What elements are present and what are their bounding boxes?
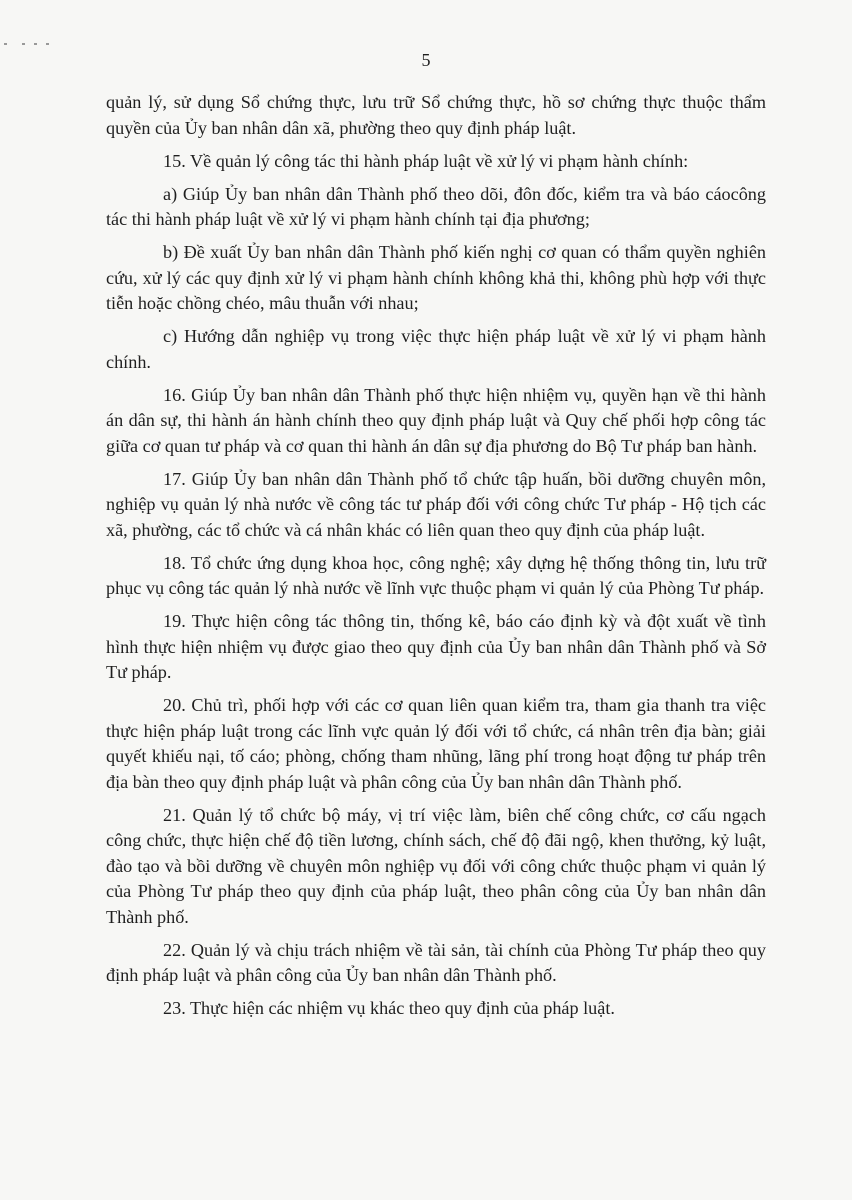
paragraph-item-15a: a) Giúp Ủy ban nhân dân Thành phố theo dõi, đôn đốc, kiểm tra và báo cáocông tác thi hành pháp luật về xử lý vi phạm hành chính tại địa phương; (106, 183, 766, 229)
paragraph-item-16: 16. Giúp Ủy ban nhân dân Thành phố thực hiện nhiệm vụ, quyền hạn về thi hành án dân sự, thi hành án hành chính theo quy định pháp luật và Quy chế phối hợp công tác giữa cơ quan tư pháp và cơ quan thi hành án dân sự địa phương do Bộ Tư pháp ban hành. (106, 384, 766, 456)
paragraph-item-20: 20. Chủ trì, phối hợp với các cơ quan liên quan kiểm tra, tham gia thanh tra việc thực hiện pháp luật trong các lĩnh vực quản lý đối với tổ chức, cá nhân trên địa bàn; giải quyết khiếu nại, tố cáo; phòng, chống tham nhũng, lãng phí trong hoạt động tư pháp trên địa bàn theo quy định pháp luật và phân công của Ủy ban nhân dân Thành phố. (106, 695, 766, 792)
paragraph-item-17: 17. Giúp Ủy ban nhân dân Thành phố tổ chức tập huấn, bồi dưỡng chuyên môn, nghiệp vụ quản lý nhà nước về công tác tư pháp đối với công chức Tư pháp - Hộ tịch các xã, phường, các tổ chức và cá nhân khác có liên quan theo quy định của pháp luật. (106, 468, 766, 540)
paragraph-item-23: 23. Thực hiện các nhiệm vụ khác theo quy định của pháp luật. (163, 998, 615, 1018)
document-body (106, 90, 766, 1029)
scan-artifact (4, 40, 50, 48)
paragraph-item-19: 19. Thực hiện công tác thông tin, thống kê, báo cáo định kỳ và đột xuất về tình hình thực hiện nhiệm vụ được giao theo quy định của Ủy ban nhân dân Thành phố và Sở Tư pháp. (106, 611, 766, 682)
paragraph-item-18: 18. Tổ chức ứng dụng khoa học, công nghệ; xây dựng hệ thống thông tin, lưu trữ phục vụ công tác quản lý nhà nước về lĩnh vực thuộc phạm vi quản lý của Phòng Tư pháp. (106, 552, 766, 598)
page-number: 5 (421, 50, 431, 70)
paragraph-item-15b: b) Đề xuất Ủy ban nhân dân Thành phố kiến nghị cơ quan có thẩm quyền nghiên cứu, xử lý các quy định xử lý vi phạm hành chính không khả thi, không phù hợp với thực tiễn hoặc chồng chéo, mâu thuẫn với nhau; (106, 242, 766, 313)
paragraph-item-22: 22. Quản lý và chịu trách nhiệm về tài sản, tài chính của Phòng Tư pháp theo quy định pháp luật và phân công của Ủy ban nhân dân Thành phố. (106, 939, 766, 985)
paragraph-continuation: quản lý, sử dụng Sổ chứng thực, lưu trữ Sổ chứng thực, hồ sơ chứng thực thuộc thẩm quyền của Ủy ban nhân dân xã, phường theo quy định pháp luật. (106, 92, 766, 138)
paragraph-item-15c: c) Hướng dẫn nghiệp vụ trong việc thực hiện pháp luật về xử lý vi phạm hành chính. (106, 326, 766, 372)
paragraph-item-21: 21. Quản lý tổ chức bộ máy, vị trí việc làm, biên chế công chức, cơ cấu ngạch công chức, thực hiện chế độ tiền lương, chính sách, chế độ đãi ngộ, khen thưởng, kỷ luật, đào tạo và bồi dưỡng về chuyên môn nghiệp vụ đối với công chức thuộc phạm vi quản lý của Phòng Tư pháp theo quy định của pháp luật, theo phân công của Ủy ban nhân dân Thành phố. (106, 804, 766, 927)
paragraph-item-15: 15. Về quản lý công tác thi hành pháp luật về xử lý vi phạm hành chính: (163, 150, 689, 171)
